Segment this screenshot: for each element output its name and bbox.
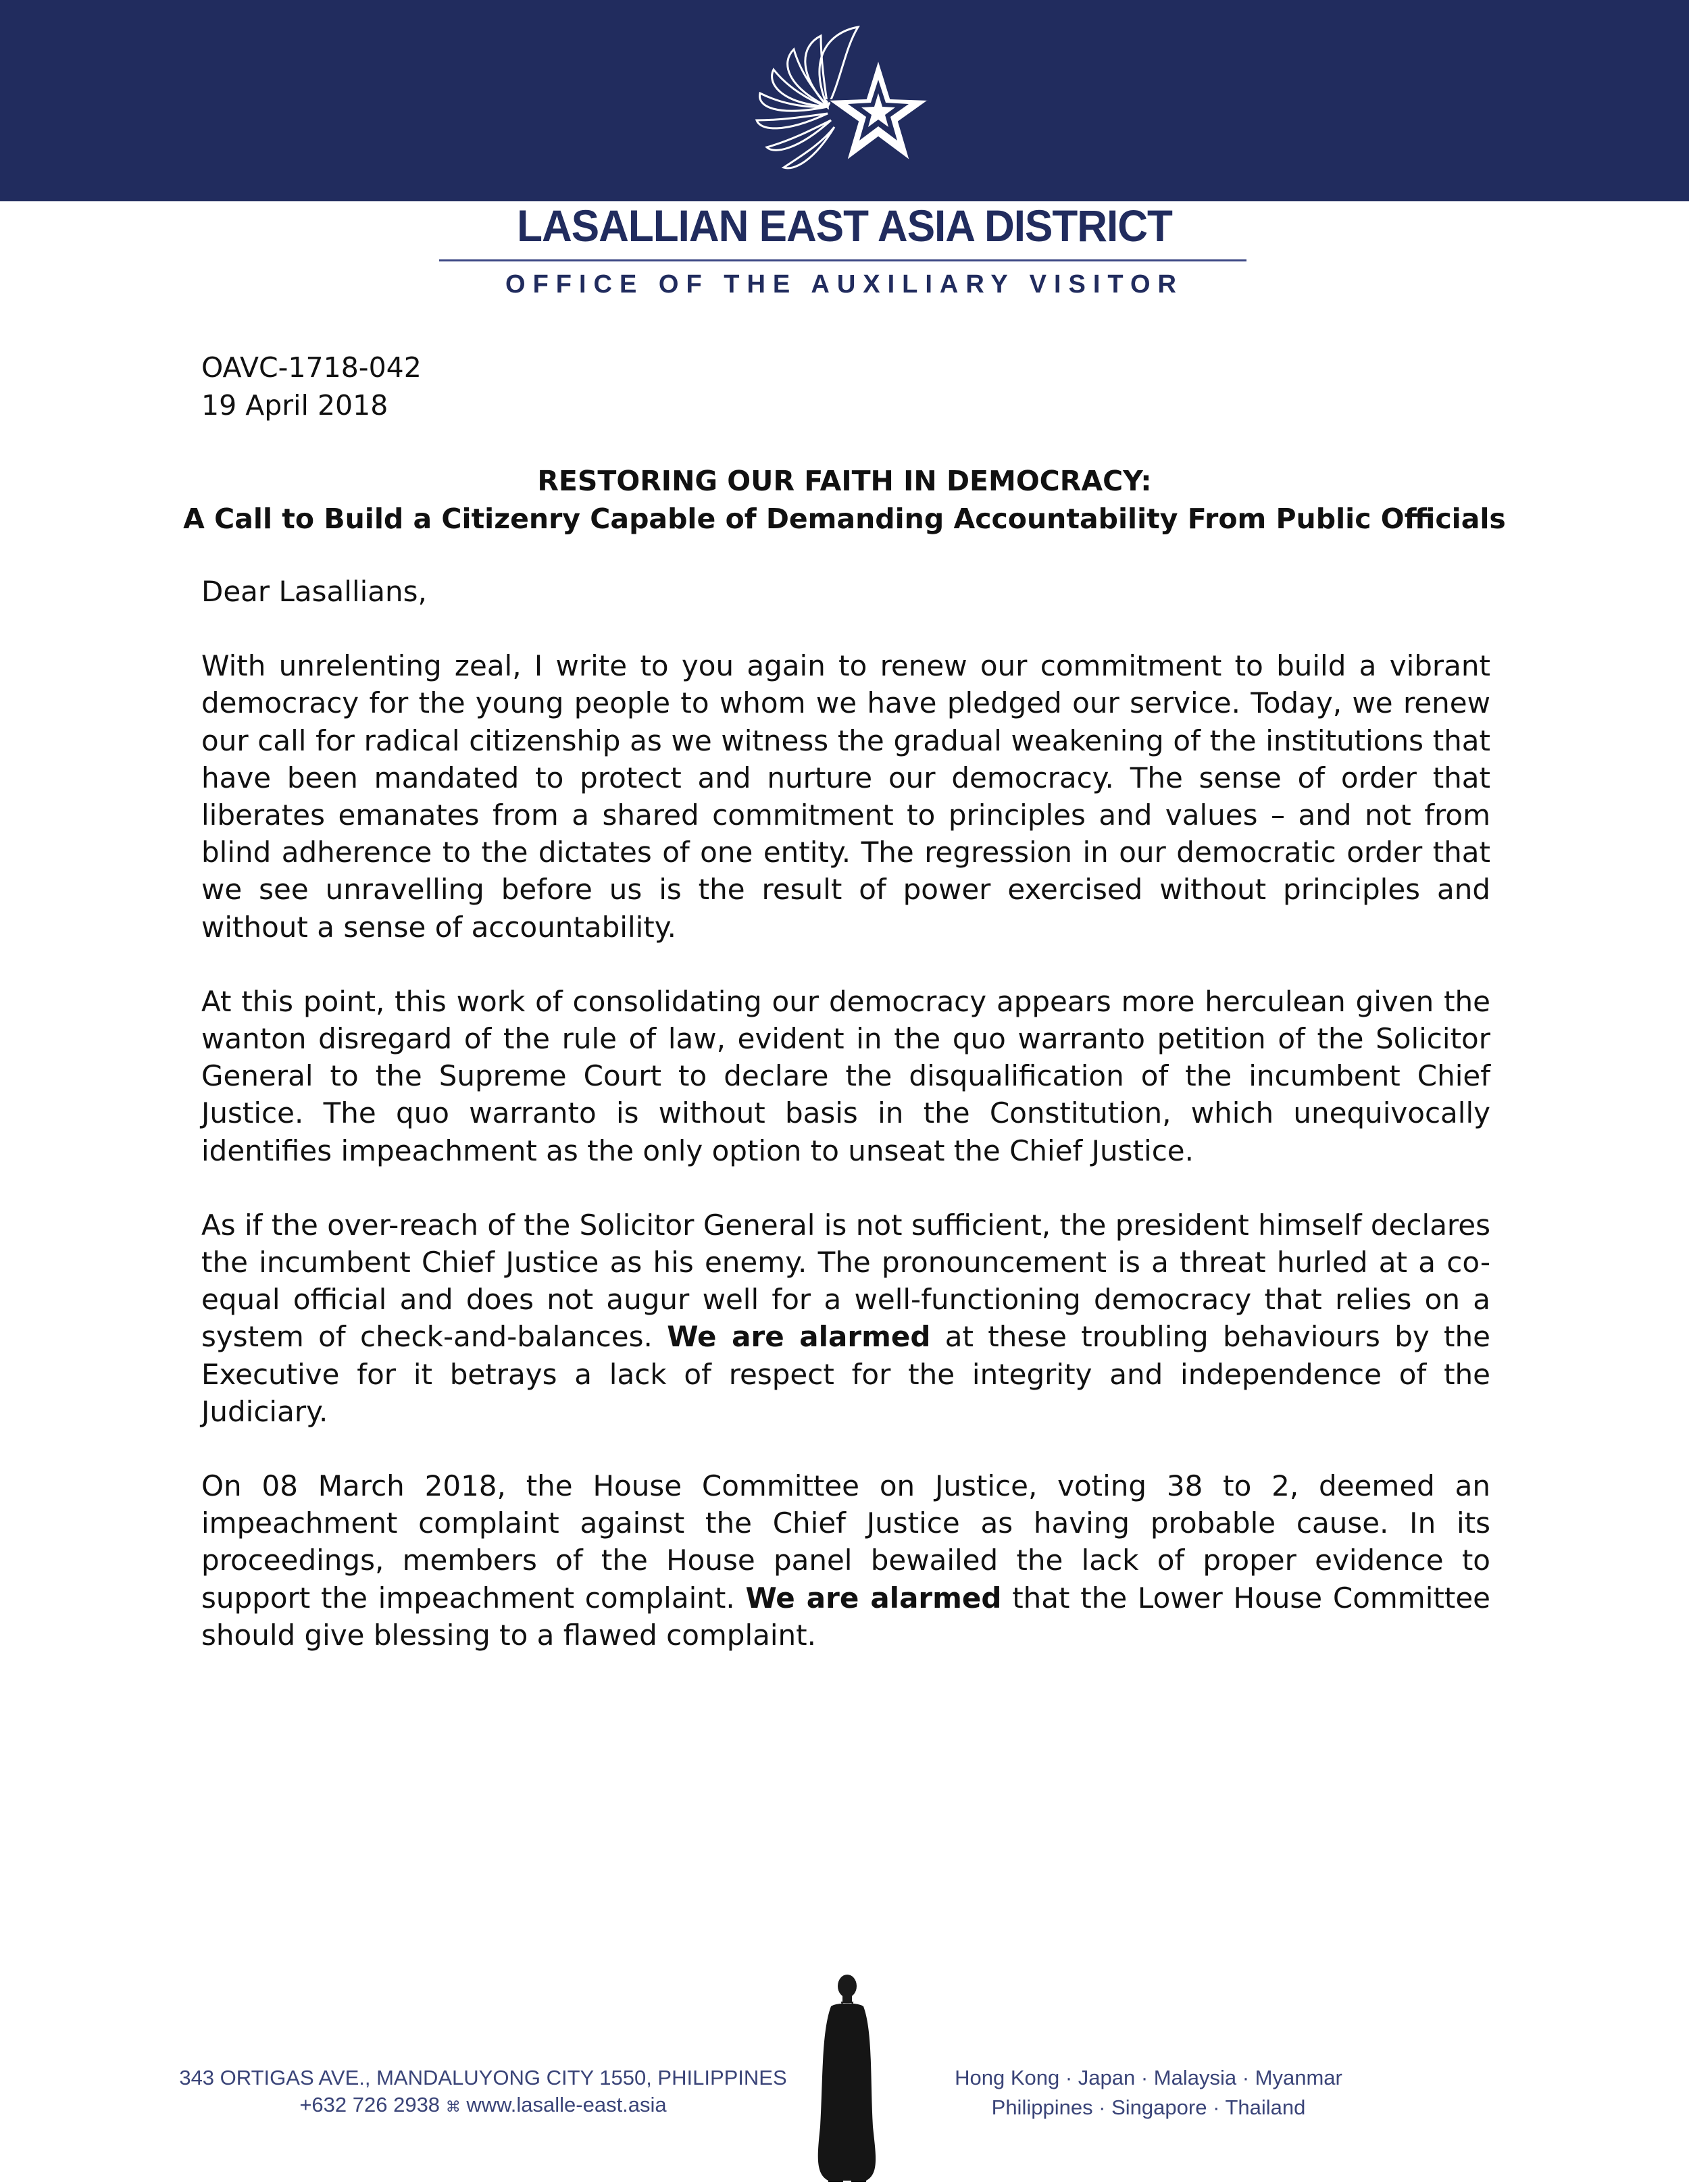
office-name: OFFICE OF THE AUXILIARY VISITOR xyxy=(505,270,1184,299)
letter-body xyxy=(201,573,1490,1691)
website-link[interactable]: www.lasalle-east.asia xyxy=(466,2093,667,2116)
paragraph-2: At this point, this work of consolidating our democracy appears more herculean given the wanton disregard of the rule of law, evident in the quo warranto petition of the Solicitor General to the Supreme Court to declare the disqualification of the incumbent Chief Justice. The quo warranto is without basis in the Constitution, which unequivocally identifies impeachment as the only option to unseat the Chief Justice. xyxy=(201,984,1490,1167)
street-address: 343 ORTIGAS AVE., MANDALUYONG CITY 1550, PHILIPPINES xyxy=(179,2066,787,2089)
paragraph-4-emphasis: We are alarmed xyxy=(745,1581,1002,1615)
footer-address xyxy=(169,2064,797,2120)
contact-line xyxy=(169,2091,797,2120)
phone-number: +632 726 2938 xyxy=(299,2093,440,2116)
cities-line-2: Philippines · Singapore · Thailand xyxy=(991,2096,1306,2119)
title-line-2: A Call to Build a Citizenry Capable of Demanding Accountability From Public Officials xyxy=(183,503,1506,535)
de-la-salle-figure-icon xyxy=(808,1971,886,2184)
paragraph-4 xyxy=(201,1467,1490,1654)
mouse-icon: ⌘ xyxy=(445,2098,461,2115)
paragraph-3-text-b: at these troubling behaviours by the Executive for it betrays a lack of respect for the integrity and independence of the Judiciary. xyxy=(201,1320,1490,1428)
paragraph-4-text-b: that the Lower House Committee should give blessing to a flawed complaint. xyxy=(201,1581,1490,1652)
paragraph-3-emphasis: We are alarmed xyxy=(667,1320,931,1354)
star-wing-logo-icon xyxy=(726,19,929,188)
header-banner xyxy=(0,0,1689,201)
footer-cities xyxy=(919,2063,1378,2123)
letter-title xyxy=(0,462,1689,538)
paragraph-4-text-a: On 08 March 2018, the House Committee on Justice, voting 38 to 2, deemed an impeachment complaint against the Chief Justice as having probable cause. In its proceedings, members of the House panel bewailed the lack of proper evidence to support the impeachment complaint. xyxy=(201,1469,1490,1615)
district-name: LASALLIAN EAST ASIA DISTRICT xyxy=(517,201,1172,252)
paragraph-3 xyxy=(201,1207,1490,1430)
title-line-1: RESTORING OUR FAITH IN DEMOCRACY: xyxy=(537,465,1152,497)
cities-line-1: Hong Kong · Japan · Malaysia · Myanmar xyxy=(955,2066,1342,2089)
reference-block xyxy=(201,349,422,424)
header-divider xyxy=(439,259,1246,261)
paragraph-3-text-a: As if the over-reach of the Solicitor General is not sufficient, the president himself declares the incumbent Chief Justice as his enemy. The pronouncement is a threat hurled at a co-equal official and does not augur well for a well-functioning democracy that relies on a system of check-and-balances. xyxy=(201,1208,1490,1354)
salutation: Dear Lasallians, xyxy=(201,575,427,608)
paragraph-1: With unrelenting zeal, I write to you again to renew our commitment to build a vibrant democracy for the young people to whom we have pledged our service. Today, we renew our call for radical citizenship as we witness the gradual weakening of the institutions that have been mandated to protect and nurture our democracy. The sense of order that liberates emanates from a shared commitment to principles and values – and not from blind adherence to the dictates of one entity. The regression in our democratic order that we see unravelling before us is the result of power exercised without principles and without a sense of accountability. xyxy=(201,649,1490,944)
reference-number: OAVC-1718-042 xyxy=(201,351,422,384)
letter-date: 19 April 2018 xyxy=(201,389,388,422)
